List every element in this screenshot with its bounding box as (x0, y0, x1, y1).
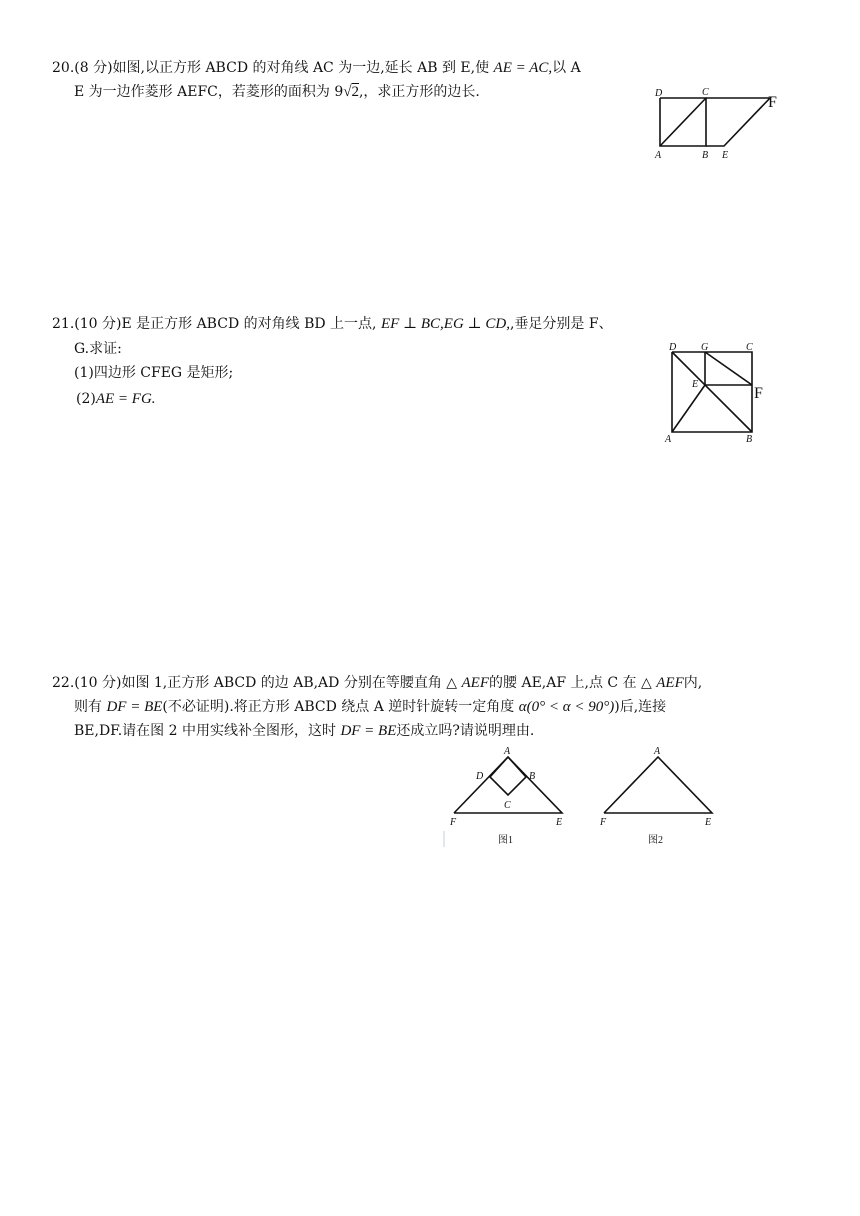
q21-figure (662, 340, 782, 450)
q22-line1 (52, 673, 702, 693)
q21-label-d: D (669, 342, 677, 353)
q21-label-b: B (746, 434, 753, 445)
q20-text-1: 20.(8 分)如图,以正方形 ABCD 的对角线 AC 为一边,延长 AB 到 E,使 (52, 60, 494, 76)
fig1-caption: 图1 (498, 835, 513, 846)
q20-line2: E 为一边作菱形 AEFC，若菱形的面积为 9√2,，求正方形的边长. (74, 84, 480, 100)
fig1-label-f: F (450, 817, 457, 828)
q22-df-be-1: DF = BE (106, 699, 163, 715)
q22-figure-2 (592, 745, 722, 855)
q22-figure-1 (440, 745, 580, 855)
q21-label-g: G (701, 342, 709, 353)
q22-df-be-2: DF = BE (340, 723, 397, 739)
q21-text-1a: 21.(10 分)E 是正方形 ABCD 的对角线 BD 上一点, (52, 316, 381, 332)
q20-label-b: B (702, 150, 709, 161)
q22-aef-2: AEF (656, 675, 684, 691)
fig2-label-f: F (600, 817, 607, 828)
q20-root: 2 (351, 84, 359, 100)
fig1-label-b: B (529, 771, 536, 782)
q21-line2: G.求证: (74, 341, 122, 357)
q21-label-e: E (692, 379, 699, 390)
q21-line1 (52, 314, 613, 334)
q20-text-2a: E 为一边作菱形 AEFC，若菱形的面积为 9 (74, 84, 344, 100)
fig1-label-d: D (476, 771, 484, 782)
q20-label-d: D (655, 88, 663, 99)
q21-proof-math: AE = FG. (95, 391, 156, 407)
q22-text-1b: 的腰 AE,AF 上,点 C 在 △ (489, 675, 657, 691)
q22-text-2a: 则有 (74, 699, 107, 715)
q22-text-2b: (不必证明).将正方形 ABCD 绕点 A 逆时针旋转一定角度 (162, 699, 519, 715)
q21-label-c: C (746, 342, 753, 353)
q21-line4 (76, 389, 156, 409)
q22-text-3b: 还成立吗?请说明理由. (396, 723, 535, 739)
q20-line1 (52, 58, 581, 78)
q22-text-3a: BE,DF.请在图 2 中用实线补全图形，这时 (74, 723, 341, 739)
fig2-label-a: A (654, 746, 661, 757)
fig2-caption: 图2 (648, 835, 663, 846)
q21-label-a: A (665, 434, 672, 445)
q21-text-4a: (2) (76, 391, 96, 407)
q20-label-a: A (655, 150, 662, 161)
q22-line3 (74, 721, 534, 741)
q20-text-1-tail: 以 A (552, 60, 581, 76)
q20-text-2b: ,，求正方形的边长. (358, 84, 480, 100)
q21-text-1b: ,垂足分别是 F、 (509, 316, 613, 332)
q22-text-1a: 22.(10 分)如图 1,正方形 ABCD 的边 AB,AD 分别在等腰直角 △ (52, 675, 462, 691)
q22-alpha-range: α(0° < α < 90°) (518, 699, 615, 715)
q20-label-c: C (702, 87, 709, 98)
q22-aef-1: AEF (461, 675, 490, 691)
q21-perp-math: EF ⊥ BC,EG ⊥ CD, (380, 316, 510, 332)
q22-text-1c: 内, (683, 675, 703, 691)
q21-label-f: F (754, 385, 763, 402)
q20-condition: AE = AC, (493, 60, 553, 76)
q22-text-2c: )后,连接 (614, 699, 667, 715)
fig1-label-a: A (504, 746, 511, 757)
q22-line2 (74, 697, 666, 717)
q20-figure (652, 84, 802, 164)
q20-label-f: F (768, 94, 777, 111)
fig1-label-e: E (556, 817, 563, 828)
fig1-label-c: C (504, 800, 511, 811)
fig2-label-e: E (705, 817, 712, 828)
q21-line3: (1)四边形 CFEG 是矩形; (74, 365, 234, 381)
q20-label-e: E (722, 150, 729, 161)
